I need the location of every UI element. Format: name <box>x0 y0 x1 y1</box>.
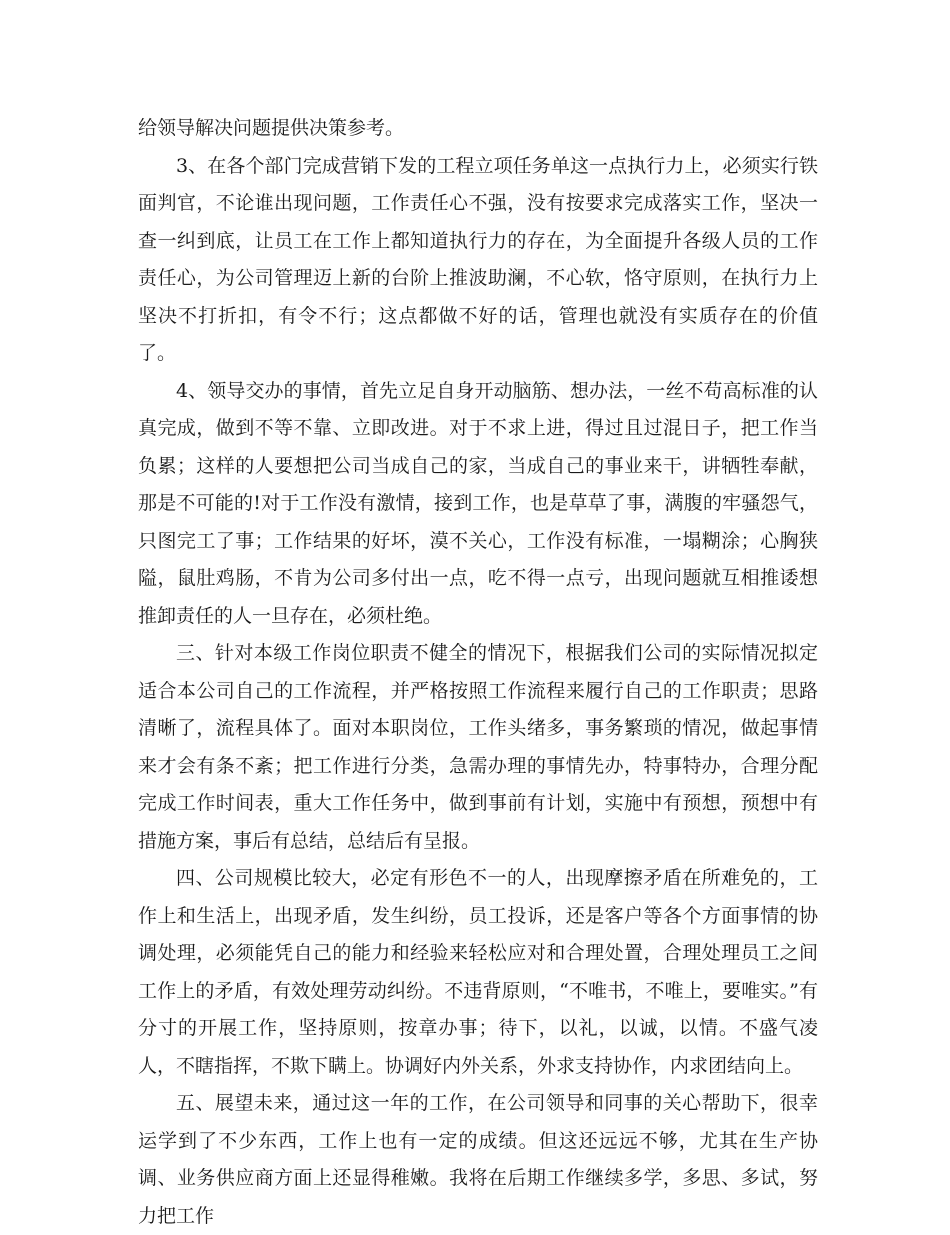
paragraph-section-five: 五、展望未来，通过这一年的工作，在公司领导和同事的关心帮助下，很幸运学到了不少东西，工作上也有一定的成绩。但这还远远不够，尤其在生产协调、业务供应商方面上还显得稚嫩。我将在后期工作继续多学，多思、多试，努力把工作 <box>138 1092 818 1227</box>
paragraph-section-three: 三、针对本级工作岗位职责不健全的情况下，根据我们公司的实际情况拟定适合本公司自己的工作流程，并严格按照工作流程来履行自己的工作职责；思路清晰了，流程具体了。面对本职岗位，工作头绪多，事务繁琐的情况，做起事情来才会有条不紊；把工作进行分类，急需办理的事情先办，特事特办，合理分配完成工作时间表，重大工作任务中，做到事前有计划，实施中有预想，预想中有措施方案，事后有总结，总结后有呈报。 <box>138 642 818 852</box>
paragraph-continuation: 给领导解决问题提供决策参考。 <box>138 117 405 139</box>
paragraph-item-4: 4、领导交办的事情，首先立足自身开动脑筋、想办法，一丝不苟高标准的认真完成，做到不等不靠、立即改进。对于不求上进，得过且过混日子，把工作当负累；这样的人要想把公司当成自己的家，当成自己的事业来干，讲牺牲奉献，那是不可能的!对于工作没有激情，接到工作，也是草草了事，满腹的牢骚怨气，只图完工了事；工作结果的好坏，漠不关心，工作没有标准，一塌糊涂；心胸狭隘，鼠肚鸡肠，不肯为公司多付出一点，吃不得一点亏，出现问题就互相推诿想推卸责任的人一旦存在，必须杜绝。 <box>138 379 818 627</box>
paragraph-item-3: 3、在各个部门完成营销下发的工程立项任务单这一点执行力上，必须实行铁面判官，不论谁出现问题，工作责任心不强，没有按要求完成落实工作，坚决一查一纠到底，让员工在工作上都知道执行力的存在，为全面提升各级人员的工作责任心，为公司管理迈上新的台阶上推波助澜，不心软，恪守原则，在执行力上坚决不打折扣，有令不行；这点都做不好的话，管理也就没有实质存在的价值了。 <box>138 154 818 364</box>
document-body <box>138 110 818 1235</box>
paragraph-section-four: 四、公司规模比较大，必定有形色不一的人，出现摩擦矛盾在所难免的，工作上和生活上，出现矛盾，发生纠纷，员工投诉，还是客户等各个方面事情的协调处理，必须能凭自己的能力和经验来轻松应对和合理处置，合理处理员工之间工作上的矛盾，有效处理劳动纠纷。不违背原则，“不唯书，不唯上，要唯实。”有分寸的开展工作，坚持原则，按章办事；待下，以礼，以诚，以情。不盛气凌人，不瞎指挥，不欺下瞒上。协调好内外关系，外求支持协作，内求团结向上。 <box>138 867 818 1077</box>
